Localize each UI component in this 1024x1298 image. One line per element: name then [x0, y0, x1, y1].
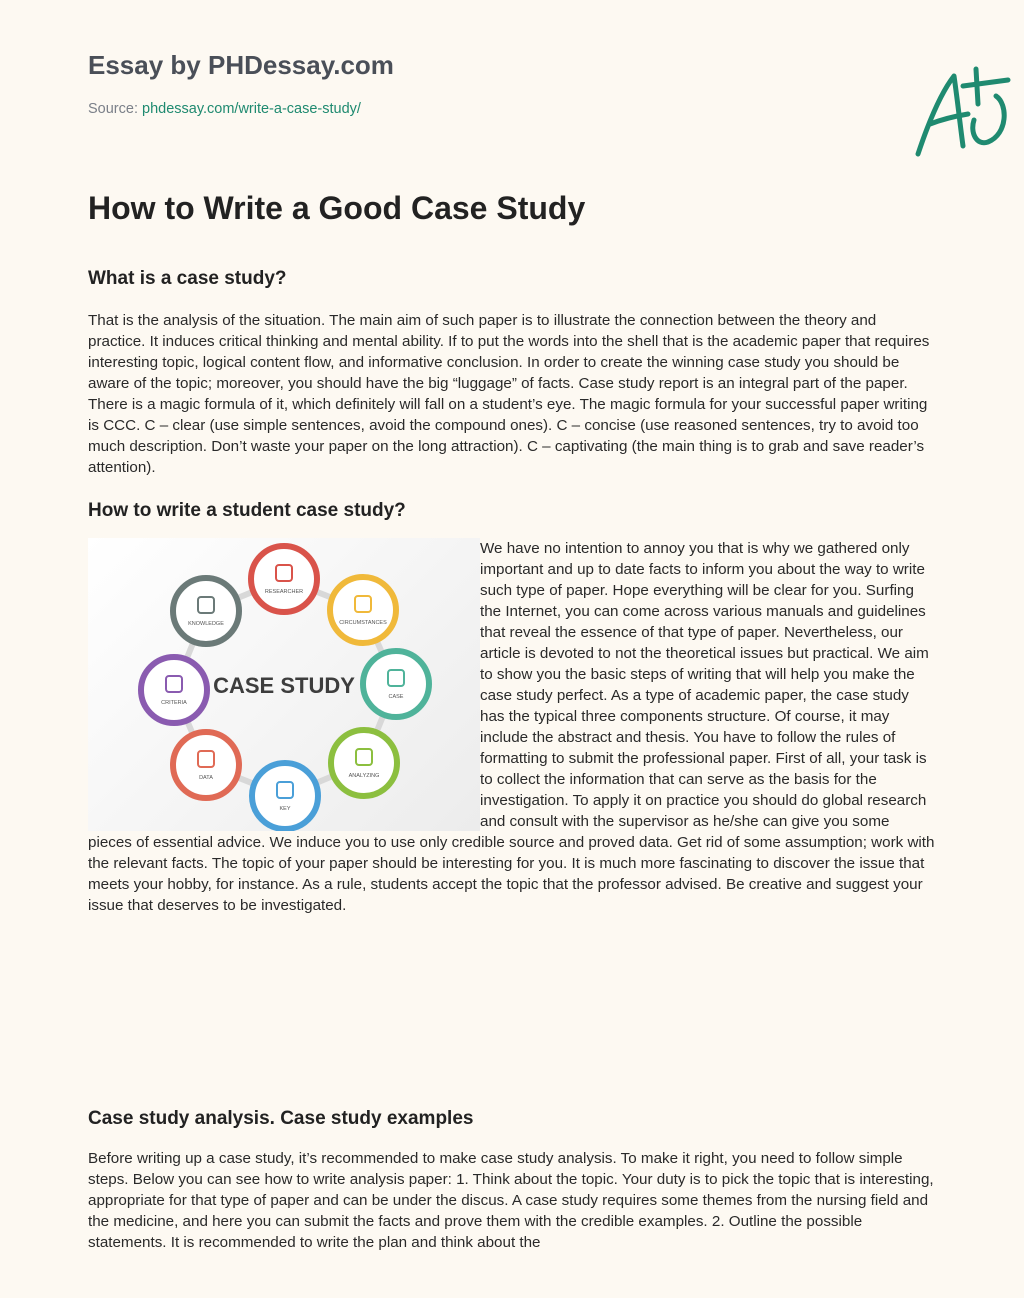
diagram-node-ring: [252, 763, 318, 829]
section-body-what-is: That is the analysis of the situation. The main aim of such paper is to illustrate the connection between the theory and practice. It induces critical thinking and mental ability. If to put the words into the shell that is the academic paper that requires interesting topic, logical content flow, and informative conclusion. In order to create the winning case study you should be aware of the topic; moreover, you should have the big “luggage” of facts. Case study report is an integral part of the paper. There is a magic formula of it, which definitely will fall on a student’s eye. The magic formula for your successful paper writing is CCC. C – clear (use simple sentences, avoid the compound ones). C – concise (use reasoned sentences, try to avoid too much description. Don’t waste your paper on the long attraction). C – captivating (the main thing is to grab and save reader’s attention).: [88, 312, 930, 476]
diagram-node-label: CRITERIA: [161, 700, 187, 706]
section-body-analysis: Before writing up a case study, it’s recommended to make case study analysis. To make it right, you need to follow simple steps. Below you can see how to write analysis paper: 1. Think about the topic. Your duty is to pick the topic that is interesting, appropriate for that type of paper and can be under the discus. A case study requires some themes from the nursing field and the medicine, and here you can submit the facts and prove them with the credible examples. 2. Outline the possible statements. It is recommended to write the plan and think about the: [88, 1150, 934, 1251]
section-heading-how-to-write: How to write a student case study?: [88, 500, 406, 521]
diagram-node-ring: [173, 578, 239, 644]
section-how-to-write: [88, 538, 936, 916]
diagram-node-label: CASE: [388, 694, 404, 700]
section-heading-what-is: What is a case study?: [88, 268, 287, 289]
diagram-node-data: [173, 732, 239, 798]
diagram-node-ring: [251, 546, 317, 612]
site-title: Essay by PHDessay.com: [88, 50, 394, 80]
diagram-node-criteria: [141, 657, 207, 723]
diagram-node-label: ANALYZING: [348, 773, 380, 779]
case-study-figure: [88, 538, 480, 831]
diagram-node-label: KNOWLEDGE: [188, 621, 224, 627]
diagram-node-label: CIRCUMSTANCES: [339, 620, 387, 626]
case-study-diagram: [88, 538, 480, 831]
diagram-node-researcher: [251, 546, 317, 612]
diagram-node-analyzing: [331, 730, 397, 796]
source-line: [88, 101, 361, 117]
diagram-node-circumstances: [330, 577, 396, 643]
diagram-node-case: [363, 651, 429, 717]
diagram-node-label: DATA: [199, 775, 213, 781]
diagram-node-ring: [331, 730, 397, 796]
section-body-how-to-write: We have no intention to annoy you that is why we gathered only important and up to date facts to inform you about the way to write such type of paper. Hope everything will be clear for you. Surfing the Internet, you can come across various manuals and guidelines that reveal the essence of that type of paper. Nevertheless, our article is devoted to not the theoretical issues but practical. We aim to show you the basic steps of writing that will help you make the case study perfect. As a type of academic paper, the case study has the typical three components structure. Of course, it may include the abstract and thesis. You have to follow the rules of formatting to submit the professional paper. First of all, your task is to collect the information that can serve as the basis for the investigation. To apply it on practice you should do global research and consult with the supervisor as he/she can give you some pieces of essential advice. We induce you to use only credible source and proved data. Get rid of some assumption; work with the relevant facts. The topic of your paper should be interesting for you. It is much more fascinating to discover the issue that meets your hobby, for instance. As a rule, students accept the topic that the professor advised. Be creative and suggest your issue that deserves to be investigated.: [88, 540, 935, 914]
diagram-node-ring: [141, 657, 207, 723]
a-plus-logo-icon: [908, 64, 1018, 164]
diagram-node-knowledge: [173, 578, 239, 644]
diagram-node-label: RESEARCHER: [264, 589, 304, 595]
article-title: How to Write a Good Case Study: [88, 190, 586, 226]
case-study-center-label: CASE STUDY: [213, 673, 355, 698]
diagram-node-label: KEY: [279, 806, 291, 812]
diagram-node-ring: [173, 732, 239, 798]
source-link[interactable]: phdessay.com/write-a-case-study/: [142, 101, 361, 117]
section-heading-analysis: Case study analysis. Case study examples: [88, 1108, 474, 1129]
diagram-node-key: [252, 763, 318, 829]
diagram-node-ring: [363, 651, 429, 717]
source-label: Source:: [88, 101, 142, 117]
diagram-node-ring: [330, 577, 396, 643]
